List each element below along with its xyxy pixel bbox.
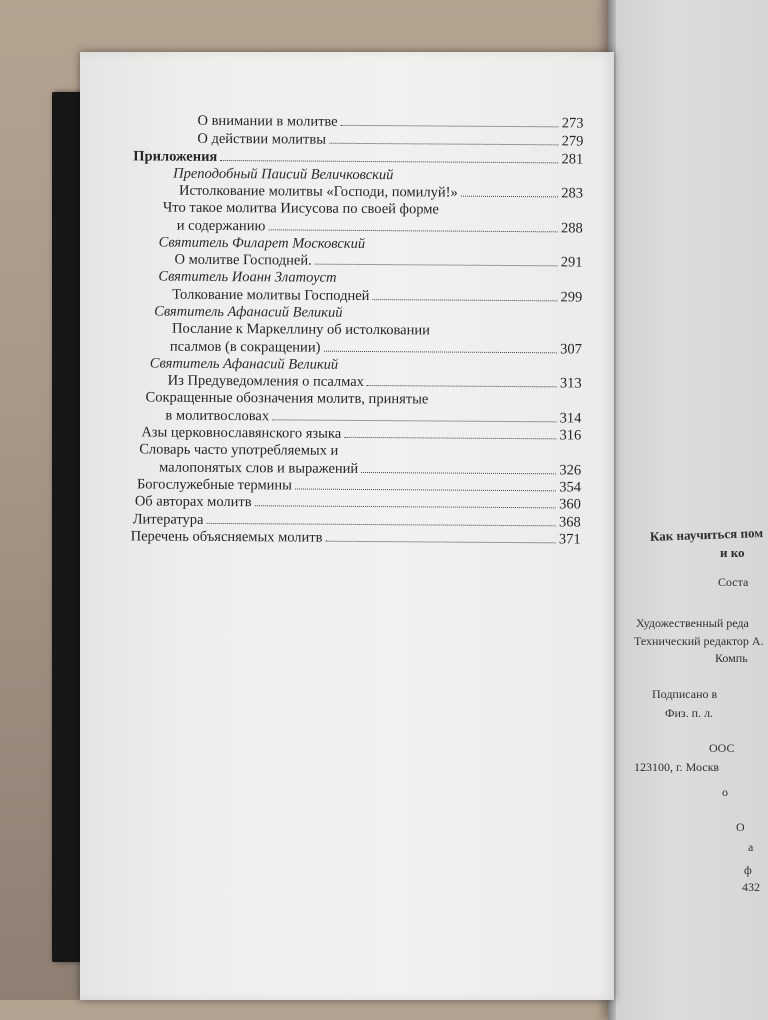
right-page-imprint xyxy=(608,0,768,1020)
imprint-sheets: Физ. п. л. xyxy=(665,706,714,720)
toc-entry: О внимании в молитве 273 xyxy=(197,112,584,132)
imprint-art-editor: Художественный реда xyxy=(636,616,749,630)
toc-entry: и содержанию 288 xyxy=(176,217,583,237)
toc-entry-line: Сокращенные обозначения молитв, принятые xyxy=(145,389,429,408)
toc-page xyxy=(80,52,614,1000)
toc-entry-line: Послание к Маркеллину об истолковании xyxy=(172,320,430,339)
toc-entry: Перечень объясняемых молитв 371 xyxy=(130,528,581,548)
toc-entry-line: Словарь часто употребляемых и xyxy=(139,441,339,459)
imprint-compiler: Соста xyxy=(718,575,749,589)
imprint-address: 123100, г. Москв xyxy=(634,760,720,774)
toc-author: Святитель Иоанн Златоуст xyxy=(158,268,337,286)
toc-entry: Толкование молитвы Господней 299 xyxy=(172,286,583,306)
toc-entry: в молитвословах 314 xyxy=(165,407,582,427)
toc-entry: Об авторах молитв 360 xyxy=(134,493,581,513)
imprint-title: Как научиться пом xyxy=(649,525,764,544)
imprint-line: ф xyxy=(744,863,752,877)
toc-author: Святитель Афанасий Великий xyxy=(149,355,339,373)
imprint-line: а xyxy=(748,840,754,854)
toc-entry: Богослужебные термины 354 xyxy=(136,476,582,496)
toc-entry: О молитве Господней. 291 xyxy=(174,251,583,271)
imprint-line: о xyxy=(722,785,728,799)
toc-entry-line: Что такое молитва Иисусова по своей форме xyxy=(162,199,439,218)
imprint-line: 432 xyxy=(742,880,760,894)
imprint-tech-editor: Технический редактор А. xyxy=(634,634,764,648)
imprint-layout: Компь xyxy=(715,651,748,665)
toc-entry: О действии молитвы 279 xyxy=(197,130,584,150)
toc-author: Святитель Афанасий Великий xyxy=(154,303,343,321)
toc-author: Преподобный Паисий Величковский xyxy=(173,165,394,184)
table-of-contents xyxy=(73,52,614,1004)
toc-section-heading: Приложения 281 xyxy=(133,148,584,168)
toc-entry: Истолкование молитвы «Господи, помилуй!» 283 xyxy=(178,182,584,202)
toc-entry: малопонятых слов и выражений 326 xyxy=(159,459,582,479)
imprint-signed: Подписано в xyxy=(652,687,718,701)
imprint-title-cont: и ко xyxy=(720,545,745,560)
imprint-publisher: ООС xyxy=(709,741,735,755)
toc-entry: псалмов (в сокращении) 307 xyxy=(169,338,582,358)
imprint-line: О xyxy=(736,820,745,834)
toc-author: Святитель Филарет Московский xyxy=(158,234,366,252)
toc-entry: Литература 368 xyxy=(132,511,581,531)
toc-entry: Азы церковнославянского языка 316 xyxy=(141,424,582,444)
toc-entry: Из Предуведомления о псалмах 313 xyxy=(167,372,582,392)
